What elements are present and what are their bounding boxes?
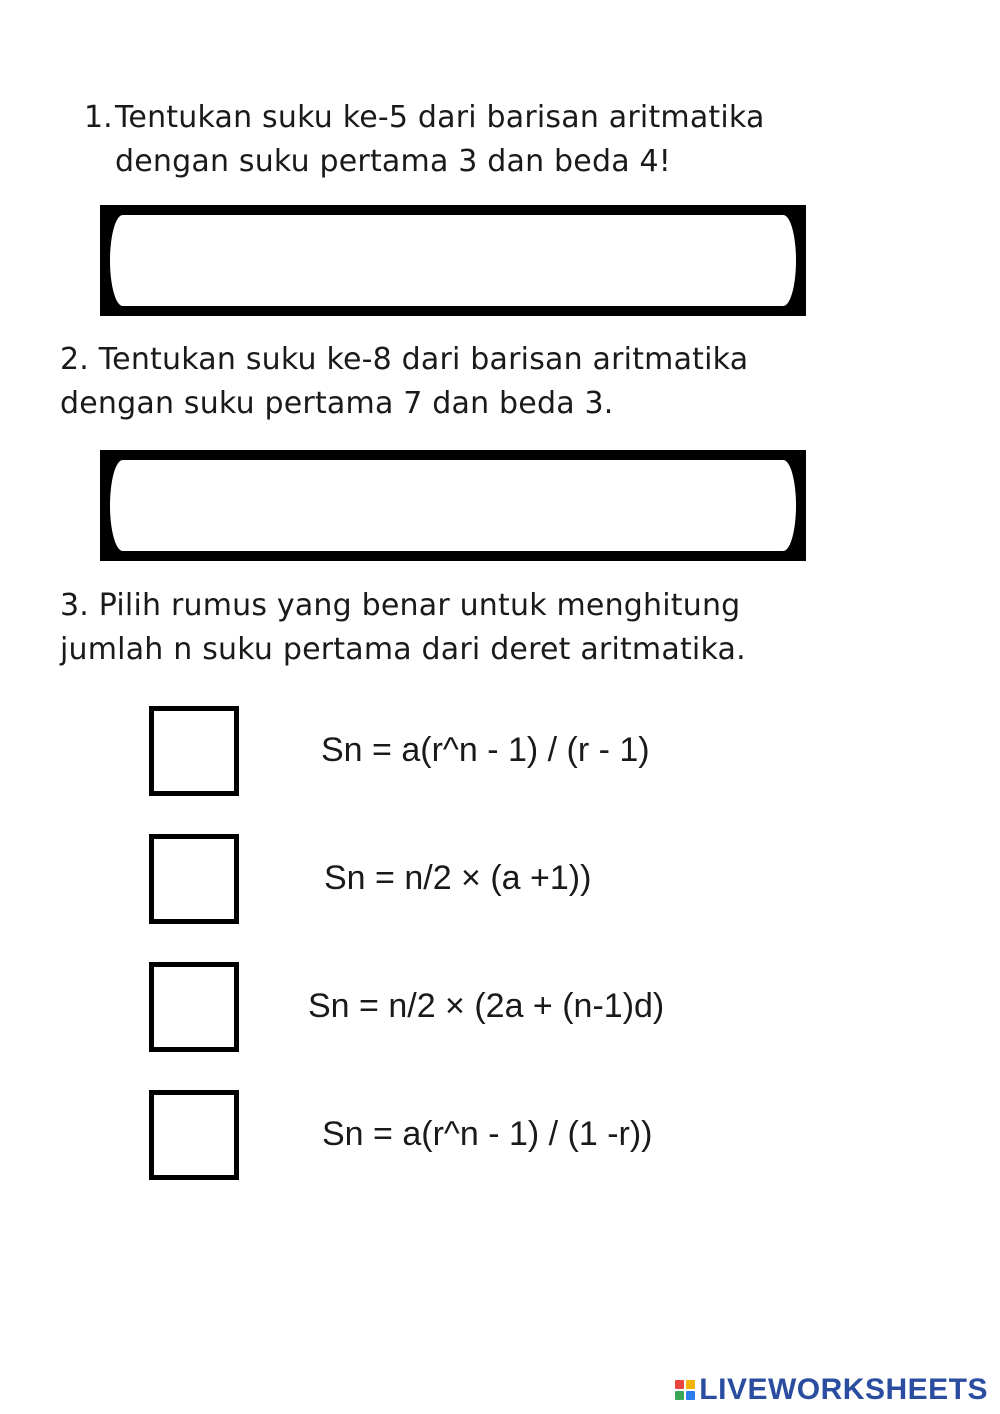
option-2 xyxy=(0,834,1000,926)
footer-brand xyxy=(675,1370,988,1410)
option-1-label: Sn = a(r^n - 1) / (r - 1) xyxy=(321,731,650,769)
liveworksheets-logo-icon xyxy=(675,1380,695,1400)
option-4-label: Sn = a(r^n - 1) / (1 -r)) xyxy=(322,1115,653,1153)
brand-name: LIVEWORKSHEETS xyxy=(699,1373,988,1406)
option-2-checkbox[interactable] xyxy=(149,834,239,924)
option-2-label: Sn = n/2 × (a +1)) xyxy=(324,859,592,897)
option-4-checkbox[interactable] xyxy=(149,1090,239,1180)
option-3 xyxy=(0,962,1000,1054)
logo-square-4 xyxy=(686,1391,695,1400)
option-3-checkbox[interactable] xyxy=(149,962,239,1052)
answer-box-2[interactable] xyxy=(100,450,806,561)
answer-box-1[interactable] xyxy=(100,205,806,316)
answer-input-1[interactable] xyxy=(120,225,786,296)
logo-square-1 xyxy=(675,1380,684,1389)
option-1-checkbox[interactable] xyxy=(149,706,239,796)
question-1-number: 1. xyxy=(84,100,113,135)
logo-square-3 xyxy=(675,1391,684,1400)
option-4 xyxy=(0,1090,1000,1182)
question-1-text: Tentukan suku ke-5 dari barisan aritmatika dengan suku pertama 3 dan beda 4! xyxy=(115,100,765,179)
option-3-label: Sn = n/2 × (2a + (n-1)d) xyxy=(308,987,665,1025)
question-3-text: 3. Pilih rumus yang benar untuk menghitung jumlah n suku pertama dari deret aritmatika. xyxy=(60,588,746,667)
option-1 xyxy=(0,706,1000,798)
answer-input-2[interactable] xyxy=(120,470,786,541)
logo-square-2 xyxy=(686,1380,695,1389)
question-2-text: 2. Tentukan suku ke-8 dari barisan aritmatika dengan suku pertama 7 dan beda 3. xyxy=(60,342,749,421)
